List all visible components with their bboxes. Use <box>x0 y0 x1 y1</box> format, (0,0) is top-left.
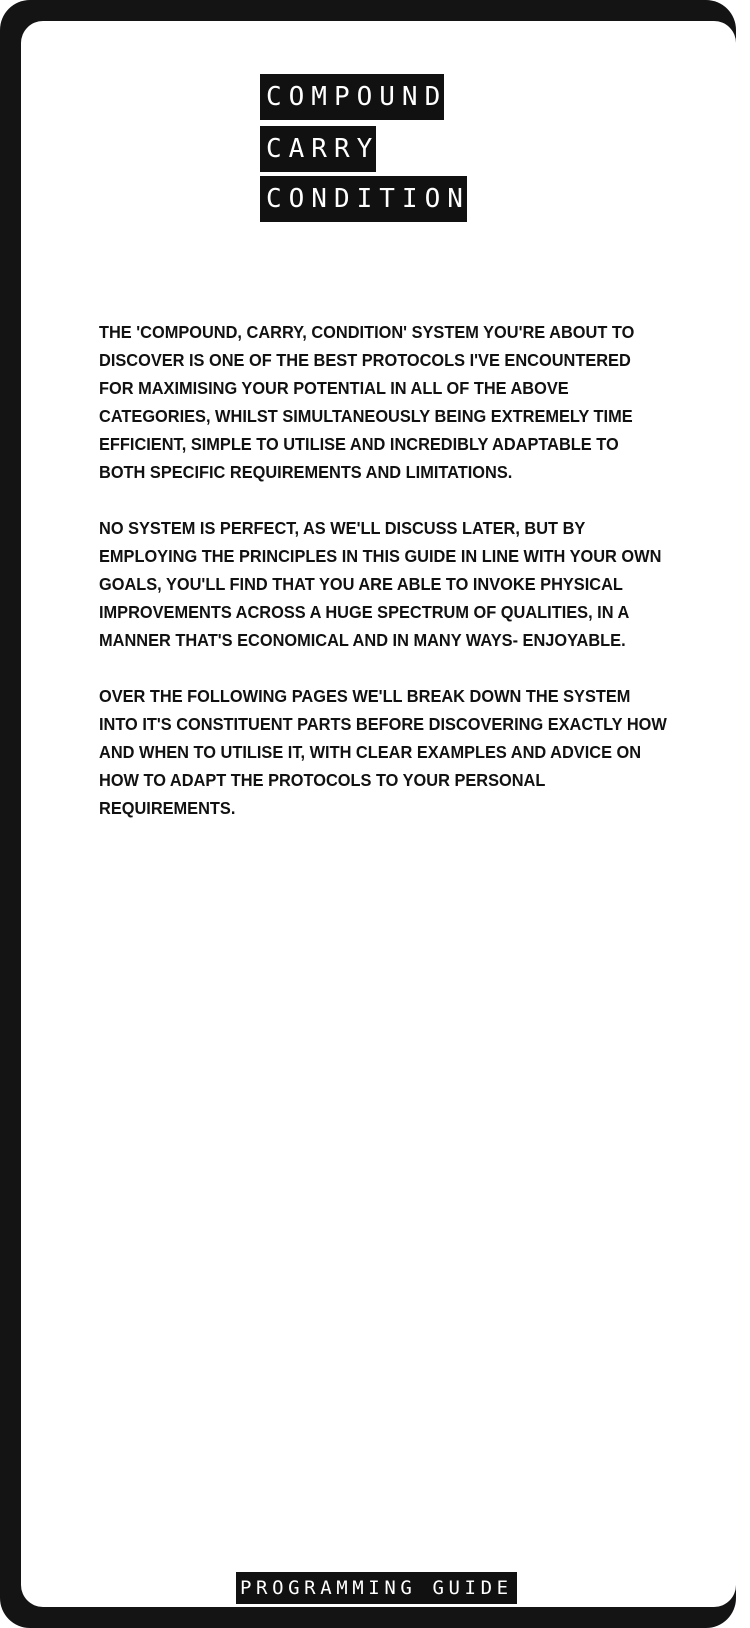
paragraph-intro: THE 'COMPOUND, CARRY, CONDITION' SYSTEM YOU'RE ABOUT TO DISCOVER IS ONE OF THE BEST PROTOCOLS I'VE ENCOUNTERED FOR MAXIMISING YOUR POTENTIAL IN ALL OF THE ABOVE CATEGORIES, WHILST SIMULTANEOUSLY BEING EXTREMELY TIME EFFICIENT, SIMPLE TO UTILISE AND INCREDIBLY ADAPTABLE TO BOTH SPECIFIC REQUIREMENTS AND LIMITATIONS. <box>99 322 635 482</box>
body-text <box>99 318 667 850</box>
title-label-condition: CONDITION <box>260 176 467 222</box>
paragraph-following-pages: OVER THE FOLLOWING PAGES WE'LL BREAK DOWN THE SYSTEM INTO IT'S CONSTITUENT PARTS BEFORE DISCOVERING EXACTLY HOW AND WHEN TO UTILISE IT, WITH CLEAR EXAMPLES AND ADVICE ON HOW TO ADAPT THE PROTOCOLS TO YOUR PERSONAL REQUIREMENTS. <box>99 686 667 818</box>
title-label-compound: COMPOUND <box>260 74 444 120</box>
paragraph-no-system-perfect: NO SYSTEM IS PERFECT, AS WE'LL DISCUSS LATER, BUT BY EMPLOYING THE PRINCIPLES IN THIS GUIDE IN LINE WITH YOUR OWN GOALS, YOU'LL FIND THAT YOU ARE ABLE TO INVOKE PHYSICAL IMPROVEMENTS ACROSS A HUGE SPECTRUM OF QUALITIES, IN A MANNER THAT'S ECONOMICAL AND IN MANY WAYS- ENJOYABLE. <box>99 518 662 650</box>
footer-label-programming-guide: PROGRAMMING GUIDE <box>236 1572 517 1604</box>
title-label-carry: CARRY <box>260 126 376 172</box>
